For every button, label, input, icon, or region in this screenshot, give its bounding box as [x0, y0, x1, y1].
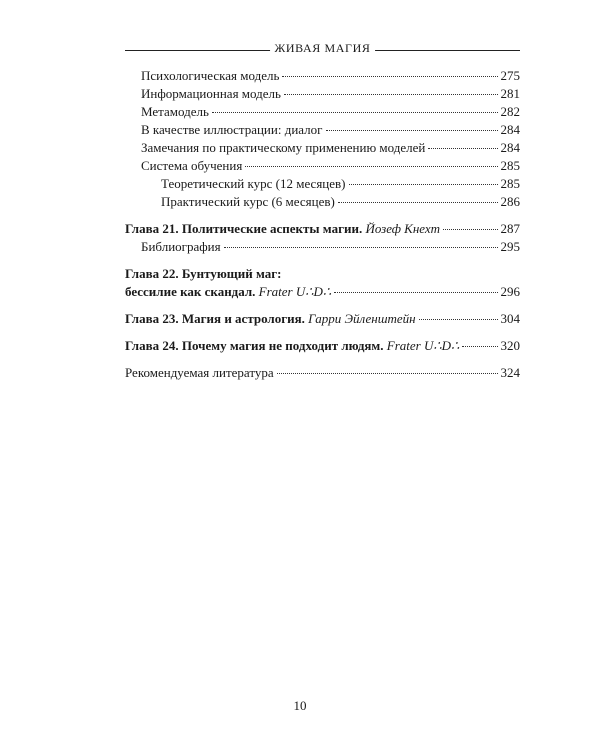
toc-entry-title	[125, 310, 416, 328]
toc-entry-practical-remarks	[125, 139, 520, 157]
toc-entry-page: 286	[500, 194, 520, 209]
toc-entry-chapter-24	[125, 337, 520, 355]
toc-entry-psychological-model	[125, 67, 520, 85]
dot-leader	[326, 130, 498, 131]
toc-entry-title: Метамодель	[141, 104, 209, 119]
running-head	[125, 40, 520, 54]
toc-entry-title: Теоретический курс (12 месяцев)	[161, 176, 346, 191]
toc-entry-theoretical-course	[125, 175, 520, 193]
dot-leader	[349, 184, 498, 185]
chapter-title: Глава 24. Почему магия не подходит людям.	[125, 338, 384, 353]
toc-entry-title: Практический курс (6 месяцев)	[161, 194, 335, 209]
spacer	[125, 328, 520, 337]
toc-entry-page: 282	[500, 104, 520, 119]
spacer	[125, 211, 520, 220]
chapter-author: Frater U∴D∴	[386, 338, 460, 353]
chapter-title: Глава 22. Бунтующий маг:	[125, 266, 282, 281]
spacer	[125, 256, 520, 265]
toc-entry-page: 285	[500, 158, 520, 173]
dot-leader	[277, 373, 498, 374]
spacer	[125, 355, 520, 364]
dot-leader	[212, 112, 498, 113]
toc-entry-page: 281	[500, 86, 520, 101]
toc-entry-page: 287	[500, 221, 520, 236]
toc-entry-page: 296	[500, 284, 520, 299]
toc-entry-title: Психологическая модель	[141, 68, 280, 83]
toc-entry-page: 295	[500, 239, 520, 254]
toc-entry-dialogue	[125, 121, 520, 139]
chapter-title: Глава 21. Политические аспекты магии.	[125, 221, 363, 236]
toc-entry-title: Рекомендуемая литература	[125, 365, 274, 380]
dot-leader	[334, 292, 497, 293]
toc-entry-title	[125, 283, 331, 301]
running-head-title: ЖИВАЯ МАГИЯ	[270, 41, 376, 56]
dot-leader	[419, 319, 498, 320]
dot-leader	[462, 346, 497, 347]
toc-entry-page: 284	[500, 122, 520, 137]
toc-entry-title	[125, 220, 440, 238]
toc-entry-page: 285	[500, 176, 520, 191]
toc-entry-page: 320	[500, 338, 520, 353]
toc-entry-title: Информационная модель	[141, 86, 281, 101]
toc-entry-page: 284	[500, 140, 520, 155]
toc-entry-page: 275	[500, 68, 520, 83]
chapter-author: Frater U∴D∴	[258, 284, 332, 299]
toc-entry-chapter-21	[125, 220, 520, 238]
dot-leader	[443, 229, 497, 230]
table-of-contents	[125, 67, 520, 382]
toc-entry-bibliography	[125, 238, 520, 256]
toc-entry-metamodel	[125, 103, 520, 121]
spacer	[125, 301, 520, 310]
toc-entry-practical-course	[125, 193, 520, 211]
chapter-author: Гарри Эйленштейн	[308, 311, 416, 326]
toc-entry-chapter-22-line1	[125, 265, 520, 283]
page-number: 10	[293, 698, 307, 713]
toc-entry-title	[125, 337, 459, 355]
dot-leader	[284, 94, 498, 95]
chapter-author: Йозеф Кнехт	[365, 221, 441, 236]
dot-leader	[338, 202, 498, 203]
toc-entry-page: 324	[500, 365, 520, 380]
dot-leader	[428, 148, 497, 149]
toc-entry-chapter-23	[125, 310, 520, 328]
toc-entry-page: 304	[500, 311, 520, 326]
toc-entry-title: Библиография	[141, 239, 221, 254]
toc-entry-title: Замечания по практическому применению моделей	[141, 140, 426, 155]
toc-entry-title: В качестве иллюстрации: диалог	[141, 122, 323, 137]
chapter-title: бессилие как скандал.	[125, 284, 256, 299]
chapter-title: Глава 23. Магия и астрология.	[125, 311, 305, 326]
dot-leader	[282, 76, 497, 77]
dot-leader	[245, 166, 497, 167]
toc-entry-chapter-22	[125, 283, 520, 301]
toc-entry-training-system	[125, 157, 520, 175]
toc-entry-title: Система обучения	[141, 158, 243, 173]
toc-entry-recommended-reading	[125, 364, 520, 382]
toc-entry-information-model	[125, 85, 520, 103]
dot-leader	[224, 247, 498, 248]
